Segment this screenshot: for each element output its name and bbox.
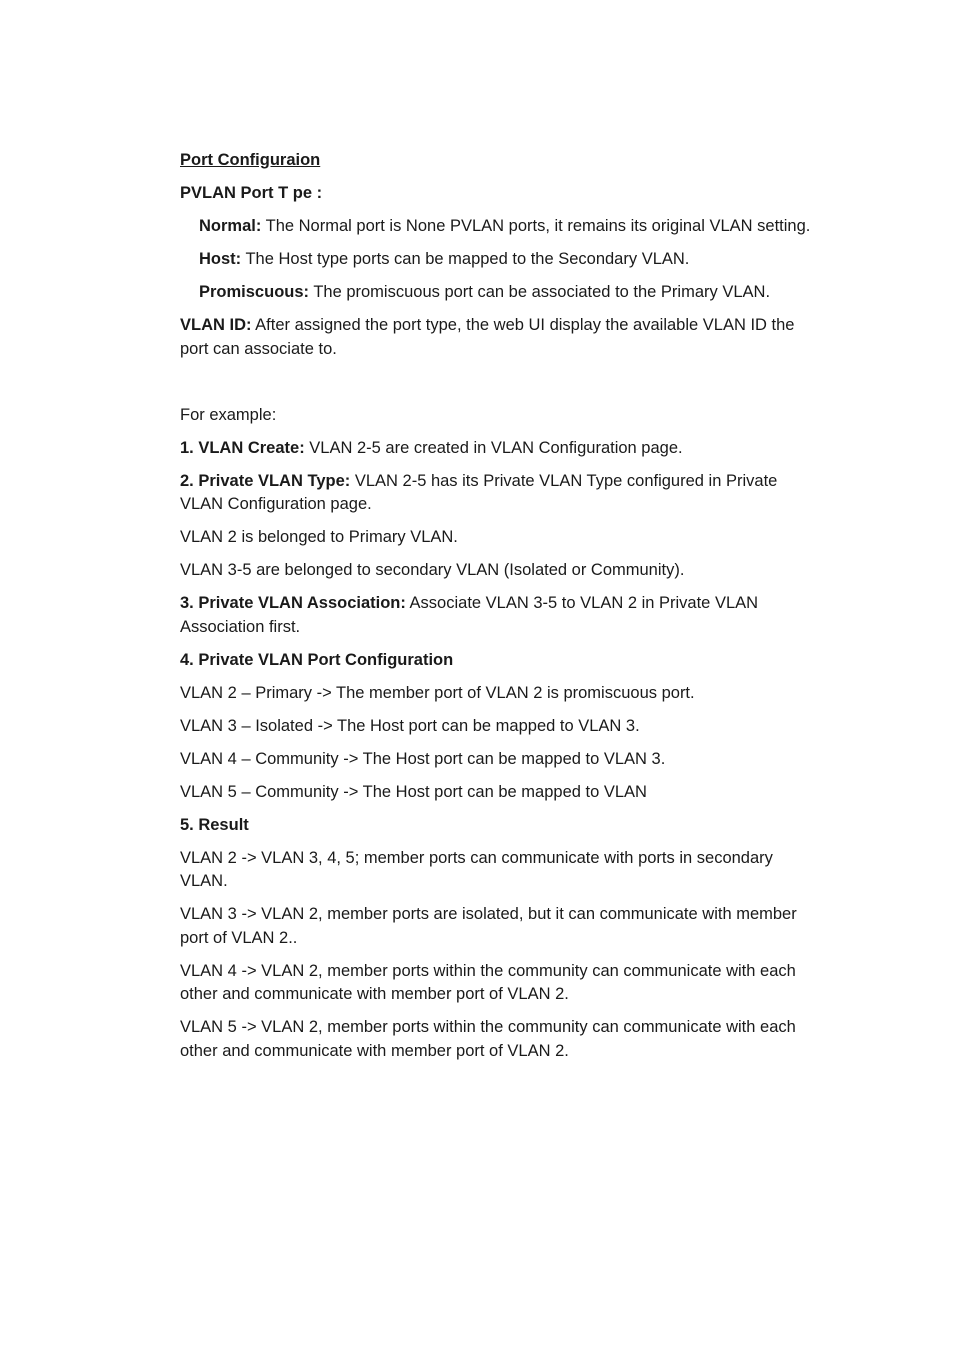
result-line: VLAN 5 -> VLAN 2, member ports within the community can communicate with each other and communicate with member port of VLAN 2.	[180, 1018, 796, 1060]
spacer	[180, 371, 820, 404]
step-vlan-create: 1. VLAN Create: VLAN 2-5 are created in VLAN Configuration page.	[180, 438, 683, 457]
section-title: Port Configuraion	[180, 151, 321, 169]
port-type-host: Host: The Host type ports can be mapped to the Secondary VLAN.	[199, 250, 690, 268]
step4-line: VLAN 4 – Community -> The Host port can be mapped to VLAN 3.	[180, 749, 666, 768]
pvlan-port-type-heading: PVLAN Port T pe :	[180, 184, 323, 202]
document-page	[180, 149, 820, 1073]
result-line: VLAN 3 -> VLAN 2, member ports are isolated, but it can communicate with member port of VLAN 2..	[180, 905, 797, 947]
result-line: VLAN 4 -> VLAN 2, member ports within the community can communicate with each other and communicate with member port of VLAN 2.	[180, 961, 796, 1003]
step2-line: VLAN 2 is belonged to Primary VLAN.	[180, 528, 458, 546]
vlan-id-paragraph: VLAN ID: After assigned the port type, the web UI display the available VLAN ID the port can associate to.	[180, 316, 795, 358]
example-intro: For example:	[180, 405, 277, 424]
step-private-vlan-association: 3. Private VLAN Association: Associate VLAN 3-5 to VLAN 2 in Private VLAN Association first.	[180, 594, 759, 636]
port-type-promiscuous: Promiscuous: The promiscuous port can be associated to the Primary VLAN.	[199, 283, 771, 301]
step-port-configuration-heading: 4. Private VLAN Port Configuration	[180, 650, 454, 669]
result-line: VLAN 2 -> VLAN 3, 4, 5; member ports can communicate with ports in secondary VLAN.	[180, 848, 773, 890]
step2-line: VLAN 3-5 are belonged to secondary VLAN (Isolated or Community).	[180, 561, 685, 579]
port-type-normal: Normal: The Normal port is None PVLAN ports, it remains its original VLAN setting.	[199, 217, 811, 235]
step-private-vlan-type: 2. Private VLAN Type: VLAN 2-5 has its Private VLAN Type configured in Private VLAN Configuration page.	[180, 471, 778, 513]
step4-line: VLAN 3 – Isolated -> The Host port can be mapped to VLAN 3.	[180, 716, 640, 735]
step4-line: VLAN 5 – Community -> The Host port can be mapped to VLAN	[180, 782, 647, 801]
step4-line: VLAN 2 – Primary -> The member port of VLAN 2 is promiscuous port.	[180, 683, 695, 702]
step-result-heading: 5. Result	[180, 815, 249, 834]
